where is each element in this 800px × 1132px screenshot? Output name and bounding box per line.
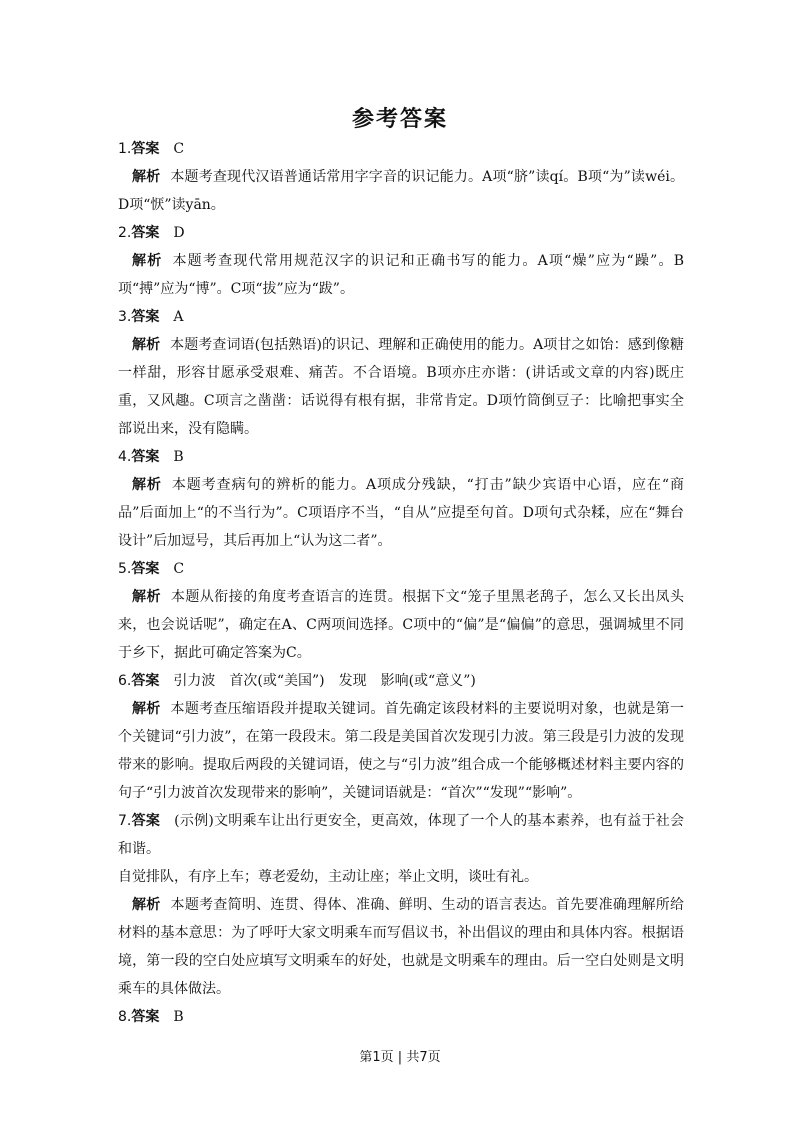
answer-value: D xyxy=(173,225,185,241)
answer-value: A xyxy=(173,309,184,325)
answer-label: 答案 xyxy=(131,449,160,465)
answer-value: C xyxy=(173,141,185,157)
explanation-label: 解析 xyxy=(132,337,161,353)
item-number: 2. xyxy=(118,225,132,241)
explanation-label: 解析 xyxy=(132,897,161,913)
answer-label: 答案 xyxy=(131,813,161,829)
explanation-label: 解析 xyxy=(132,477,162,493)
answer-item-4 xyxy=(118,443,684,555)
answer-item-2 xyxy=(118,219,684,303)
answer-value: (示例)文明乘车让出行更安全，更高效，体现了一个人的基本素养，也有益于社会和谐。 xyxy=(118,813,685,857)
page-title: 参考答案 xyxy=(351,107,448,132)
item-number: 8. xyxy=(118,1009,132,1025)
item-number: 5. xyxy=(118,561,132,577)
item-number: 1. xyxy=(118,141,132,157)
answer-label: 答案 xyxy=(131,673,160,689)
explanation-text: 本题从衔接的角度考查语言的连贯。根据下文“笼子里黑老鸹子，怎么又长出凤头来，也会说话呢”，确定在A、C两项间选择。C项中的“偏”是“偏偏”的意思，强调城里不同于乡下，据此可确定答案为C。 xyxy=(118,589,685,661)
answer-value: 引力波 首次(或“美国”) 发现 影响(或“意义”) xyxy=(173,673,476,689)
explanation-text: 本题考查现代常用规范汉字的识记和正确书写的能力。A项“燥”应为“躁”。B项“搏”应为“博”。C项“拔”应为“跋”。 xyxy=(118,253,685,297)
answer-item-7 xyxy=(118,807,684,1003)
answer-value: C xyxy=(173,561,185,577)
explanation-label: 解析 xyxy=(132,169,161,185)
answer-label: 答案 xyxy=(131,1009,160,1025)
answer-label: 答案 xyxy=(131,141,160,157)
explanation-label: 解析 xyxy=(132,589,161,605)
explanation-text: 本题考查病句的辨析的能力。A项成分残缺，“打击”缺少宾语中心语，应在“商品”后面加上“的不当行为”。C项语序不当，“自从”应提至句首。D项句式杂糅，应在“舞台设计”后加逗号，其后再加上“认为这二者”。 xyxy=(118,477,685,549)
answer-item-3 xyxy=(118,303,684,443)
explanation-text: 本题考查简明、连贯、得体、准确、鲜明、生动的语言表达。首先要准确理解所给材料的基本意思：为了呼吁大家文明乘车而写倡议书，补出倡议的理由和具体内容。根据语境，第一段的空白处应填写文明乘车的好处，也就是文明乘车的理由。后一空白处则是文明乘车的具体做法。 xyxy=(118,897,685,997)
answer-label: 答案 xyxy=(131,225,160,241)
explanation-text: 本题考查压缩语段并提取关键词。首先确定该段材料的主要说明对象，也就是第一个关键词“引力波”，在第一段段末。第二段是美国首次发现引力波。第三段是引力波的发现带来的影响。提取后两段的关键词语，使之与“引力波”组合成一个能够概述材料主要内容的句子“引力波首次发现带来的影响”，关键词语就是：“首次”“发现”“影响”。 xyxy=(118,701,685,801)
item-number: 3. xyxy=(118,309,132,325)
explanation-label: 解析 xyxy=(132,701,161,717)
answer-value: B xyxy=(173,1009,184,1025)
answer-list xyxy=(118,135,684,1031)
item-number: 7. xyxy=(118,813,132,829)
answer-item-6 xyxy=(118,667,684,807)
item-number: 6. xyxy=(118,673,132,689)
answer-item-1 xyxy=(118,135,684,219)
answer-label: 答案 xyxy=(131,309,160,325)
answer-extra: 自觉排队，有序上车；尊老爱幼，主动让座；举止文明，谈吐有礼。 xyxy=(118,869,538,885)
answer-item-5 xyxy=(118,555,684,667)
answer-label: 答案 xyxy=(131,561,160,577)
item-number: 4. xyxy=(118,449,132,465)
explanation-text: 本题考查现代汉语普通话常用字字音的识记能力。A项“脐”读qí。B项“为”读wéi。D项“恹”读yān。 xyxy=(118,169,685,213)
page-footer: 第1页 | 共7页 xyxy=(359,1050,441,1065)
explanation-text: 本题考查词语(包括熟语)的识记、理解和正确使用的能力。A项甘之如饴：感到像糖一样甜，形容甘愿承受艰难、痛苦。不合语境。B项亦庄亦谐：(讲话或文章的内容)既庄重，又风趣。C项言之凿凿：话说得有根有据，非常肯定。D项竹筒倒豆子：比喻把事实全部说出来，没有隐瞒。 xyxy=(118,337,684,437)
answer-item-8 xyxy=(118,1003,684,1031)
answer-value: B xyxy=(173,449,184,465)
explanation-label: 解析 xyxy=(132,253,163,269)
